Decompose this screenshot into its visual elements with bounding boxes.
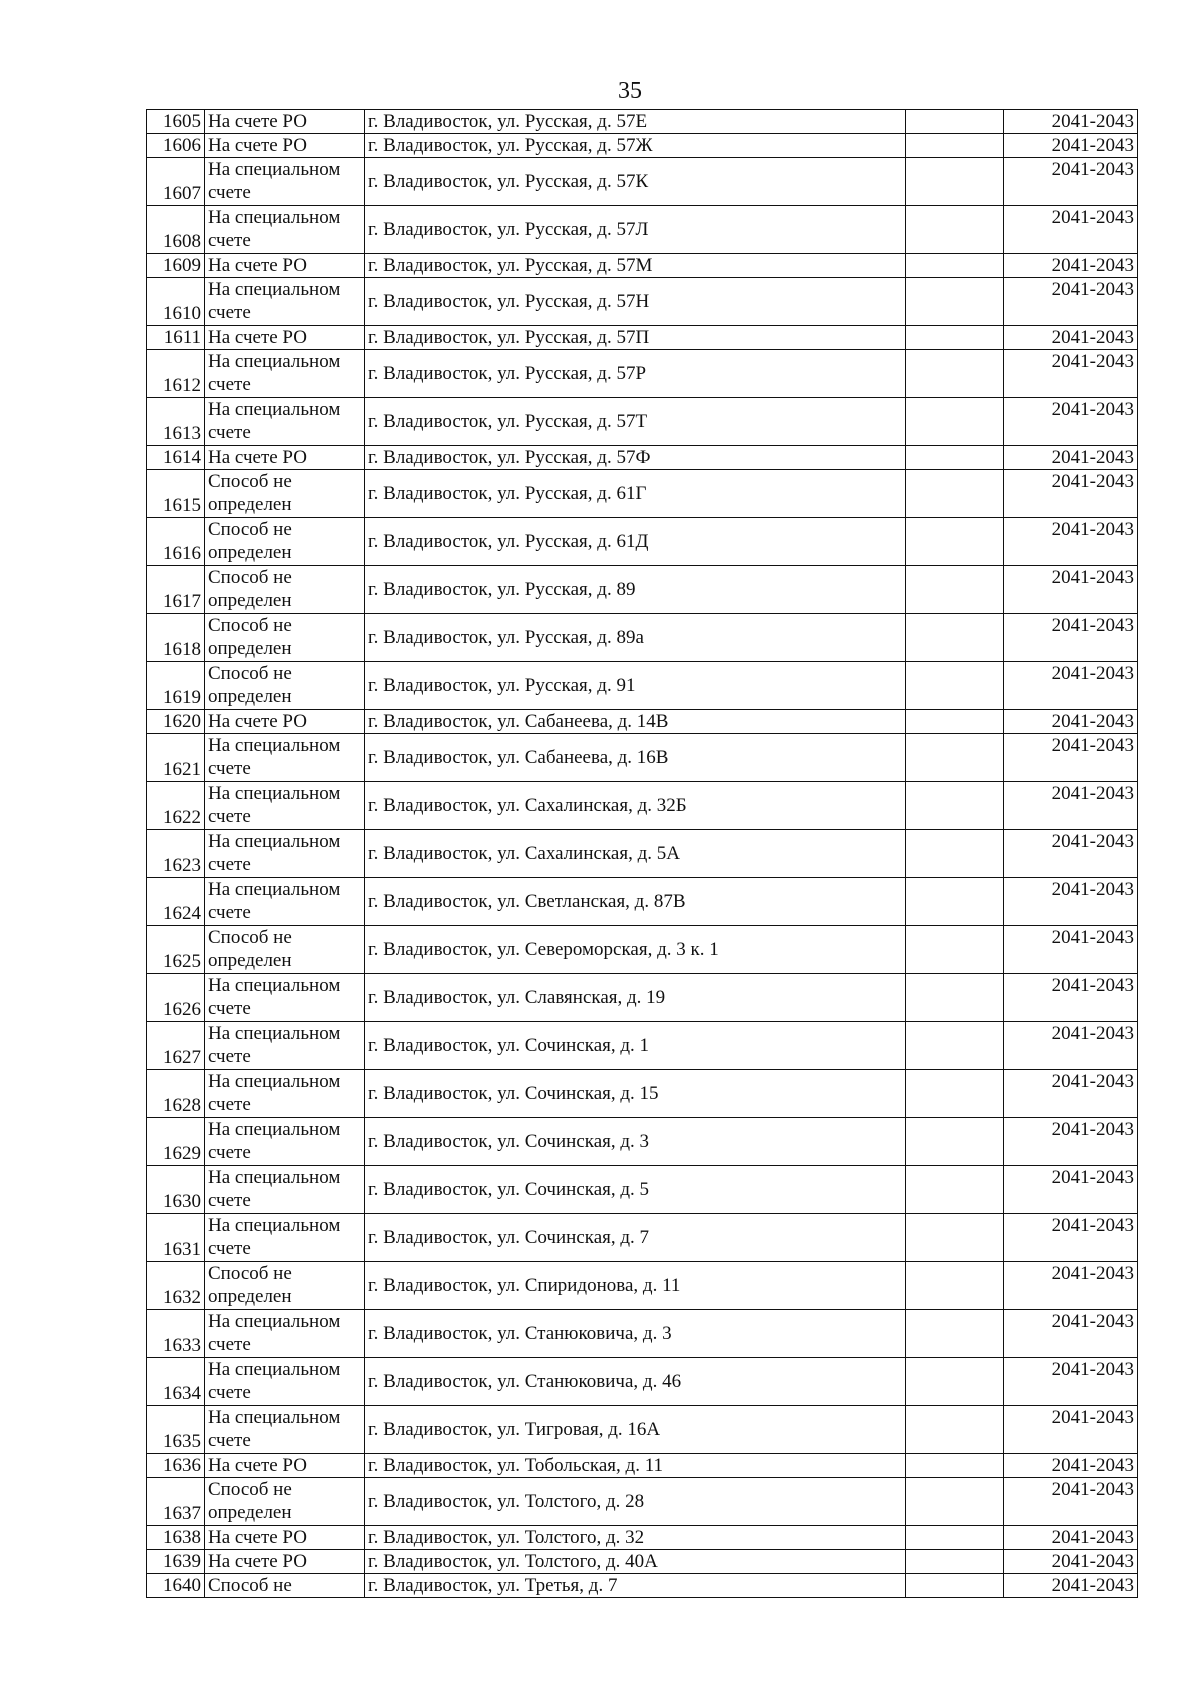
empty-cell [906,566,1004,614]
funding-method [205,1358,365,1406]
address: г. Владивосток, ул. Сочинская, д. 3 [365,1118,906,1166]
address: г. Владивосток, ул. Тигровая, д. 16А [365,1406,906,1454]
funding-method [205,1118,365,1166]
address: г. Владивосток, ул. Сабанеева, д. 14В [365,710,906,734]
repair-period: 2041-2043 [1004,734,1138,782]
row-number: 1639 [147,1550,205,1574]
table-row [147,1022,1138,1070]
repair-period: 2041-2043 [1004,830,1138,878]
empty-cell [906,1526,1004,1550]
row-number: 1621 [147,734,205,782]
funding-method-line: определен [208,494,292,515]
funding-method [205,1478,365,1526]
empty-cell [906,398,1004,446]
funding-method-line: На специальном [208,1119,341,1140]
repair-period: 2041-2043 [1004,1358,1138,1406]
row-number: 1631 [147,1214,205,1262]
funding-method-line: определен [208,1286,292,1307]
row-number: 1637 [147,1478,205,1526]
repair-period: 2041-2043 [1004,1070,1138,1118]
row-number: 1635 [147,1406,205,1454]
table-row [147,518,1138,566]
row-number: 1625 [147,926,205,974]
empty-cell [906,1214,1004,1262]
repair-period: 2041-2043 [1004,1022,1138,1070]
funding-method-line: определен [208,638,292,659]
repair-period: 2041-2043 [1004,1118,1138,1166]
funding-method-line: На счете РО [208,1551,307,1572]
funding-method-line: На специальном [208,1167,341,1188]
table-row [147,830,1138,878]
empty-cell [906,278,1004,326]
funding-method [205,1166,365,1214]
address: г. Владивосток, ул. Русская, д. 89а [365,614,906,662]
funding-method [205,1550,365,1574]
empty-cell [906,1550,1004,1574]
repair-period: 2041-2043 [1004,1214,1138,1262]
row-number: 1633 [147,1310,205,1358]
row-number: 1616 [147,518,205,566]
address: г. Владивосток, ул. Русская, д. 57Ж [365,134,906,158]
address: г. Владивосток, ул. Светланская, д. 87В [365,878,906,926]
empty-cell [906,326,1004,350]
row-number: 1636 [147,1454,205,1478]
empty-cell [906,1022,1004,1070]
address: г. Владивосток, ул. Русская, д. 61Г [365,470,906,518]
funding-method [205,974,365,1022]
table-row [147,1118,1138,1166]
funding-method [205,398,365,446]
empty-cell [906,782,1004,830]
repair-period: 2041-2043 [1004,518,1138,566]
funding-method-line: счете [208,230,251,251]
funding-method-line: Способ не [208,615,292,636]
table-row [147,1454,1138,1478]
address: г. Владивосток, ул. Спиридонова, д. 11 [365,1262,906,1310]
funding-method [205,446,365,470]
row-number: 1632 [147,1262,205,1310]
empty-cell [906,518,1004,566]
funding-method-line: счете [208,1334,251,1355]
address: г. Владивосток, ул. Сочинская, д. 5 [365,1166,906,1214]
table-row [147,1406,1138,1454]
funding-method [205,878,365,926]
row-number: 1628 [147,1070,205,1118]
repair-period: 2041-2043 [1004,158,1138,206]
table-row [147,1166,1138,1214]
row-number: 1626 [147,974,205,1022]
table-row [147,1358,1138,1406]
funding-method-line: На счете РО [208,255,307,276]
repair-period: 2041-2043 [1004,926,1138,974]
repair-period: 2041-2043 [1004,1574,1138,1598]
empty-cell [906,206,1004,254]
repair-period: 2041-2043 [1004,566,1138,614]
funding-method-line: счете [208,1046,251,1067]
row-number: 1623 [147,830,205,878]
funding-method-line: На специальном [208,159,341,180]
row-number: 1612 [147,350,205,398]
funding-method [205,1070,365,1118]
empty-cell [906,1406,1004,1454]
funding-method-line: Способ не [208,1575,292,1596]
address: г. Владивосток, ул. Сахалинская, д. 32Б [365,782,906,830]
funding-method [205,830,365,878]
row-number: 1609 [147,254,205,278]
table-row [147,1214,1138,1262]
address: г. Владивосток, ул. Русская, д. 57Ф [365,446,906,470]
address: г. Владивосток, ул. Русская, д. 57Р [365,350,906,398]
table-row [147,1550,1138,1574]
table-row [147,278,1138,326]
funding-method-line: счете [208,998,251,1019]
funding-method-line: определен [208,950,292,971]
row-number: 1619 [147,662,205,710]
funding-method-line: определен [208,590,292,611]
funding-method-line: На специальном [208,783,341,804]
empty-cell [906,830,1004,878]
table-row [147,782,1138,830]
funding-method-line: На специальном [208,735,341,756]
funding-method-line: На специальном [208,1215,341,1236]
row-number: 1629 [147,1118,205,1166]
row-number: 1615 [147,470,205,518]
address-registry-table [146,109,1138,1598]
funding-method [205,350,365,398]
repair-period: 2041-2043 [1004,1526,1138,1550]
row-number: 1638 [147,1526,205,1550]
row-number: 1614 [147,446,205,470]
address: г. Владивосток, ул. Североморская, д. 3 к. 1 [365,926,906,974]
address: г. Владивосток, ул. Толстого, д. 32 [365,1526,906,1550]
table-row [147,1574,1138,1598]
address: г. Владивосток, ул. Станюковича, д. 3 [365,1310,906,1358]
funding-method [205,1022,365,1070]
empty-cell [906,926,1004,974]
funding-method [205,254,365,278]
address: г. Владивосток, ул. Русская, д. 61Д [365,518,906,566]
funding-method-line: На счете РО [208,447,307,468]
funding-method [205,1406,365,1454]
empty-cell [906,974,1004,1022]
empty-cell [906,350,1004,398]
address: г. Владивосток, ул. Русская, д. 57Н [365,278,906,326]
empty-cell [906,470,1004,518]
funding-method-line: На счете РО [208,111,307,132]
empty-cell [906,158,1004,206]
empty-cell [906,614,1004,662]
funding-method [205,1574,365,1598]
empty-cell [906,254,1004,278]
empty-cell [906,662,1004,710]
funding-method-line: Способ не [208,567,292,588]
row-number: 1640 [147,1574,205,1598]
address: г. Владивосток, ул. Толстого, д. 40А [365,1550,906,1574]
address: г. Владивосток, ул. Станюковича, д. 46 [365,1358,906,1406]
repair-period: 2041-2043 [1004,974,1138,1022]
table-row [147,326,1138,350]
registry-body [147,110,1138,1598]
table-row [147,974,1138,1022]
funding-method [205,734,365,782]
table-row [147,662,1138,710]
empty-cell [906,1454,1004,1478]
repair-period: 2041-2043 [1004,1550,1138,1574]
funding-method [205,1262,365,1310]
repair-period: 2041-2043 [1004,782,1138,830]
table-row [147,446,1138,470]
funding-method-line: счете [208,1094,251,1115]
funding-method-line: счете [208,1238,251,1259]
address: г. Владивосток, ул. Русская, д. 57Т [365,398,906,446]
funding-method-line: Способ не [208,927,292,948]
funding-method-line: На счете РО [208,135,307,156]
row-number: 1611 [147,326,205,350]
funding-method-line: счете [208,1190,251,1211]
funding-method [205,206,365,254]
address: г. Владивосток, ул. Сахалинская, д. 5А [365,830,906,878]
address: г. Владивосток, ул. Русская, д. 91 [365,662,906,710]
table-row [147,350,1138,398]
funding-method-line: определен [208,542,292,563]
funding-method [205,1310,365,1358]
row-number: 1606 [147,134,205,158]
table-row [147,566,1138,614]
row-number: 1627 [147,1022,205,1070]
funding-method [205,1454,365,1478]
funding-method-line: Способ не [208,519,292,540]
repair-period: 2041-2043 [1004,326,1138,350]
table-row [147,470,1138,518]
funding-method-line: счете [208,902,251,923]
table-row [147,1478,1138,1526]
row-number: 1624 [147,878,205,926]
funding-method [205,278,365,326]
repair-period: 2041-2043 [1004,254,1138,278]
funding-method [205,782,365,830]
funding-method-line: определен [208,686,292,707]
funding-method-line: На специальном [208,207,341,228]
address: г. Владивосток, ул. Сочинская, д. 7 [365,1214,906,1262]
repair-period: 2041-2043 [1004,398,1138,446]
funding-method [205,470,365,518]
funding-method [205,710,365,734]
funding-method-line: Способ не [208,1479,292,1500]
empty-cell [906,446,1004,470]
funding-method [205,158,365,206]
address: г. Владивосток, ул. Русская, д. 57М [365,254,906,278]
funding-method-line: На счете РО [208,1527,307,1548]
funding-method-line: счете [208,1142,251,1163]
table-row [147,878,1138,926]
funding-method-line: счете [208,302,251,323]
funding-method [205,518,365,566]
address: г. Владивосток, ул. Сабанеева, д. 16В [365,734,906,782]
address: г. Владивосток, ул. Русская, д. 89 [365,566,906,614]
funding-method [205,110,365,134]
funding-method-line: Способ не [208,663,292,684]
funding-method-line: Способ не [208,471,292,492]
row-number: 1618 [147,614,205,662]
table-row [147,134,1138,158]
funding-method [205,1214,365,1262]
table-row [147,926,1138,974]
funding-method-line: На специальном [208,975,341,996]
repair-period: 2041-2043 [1004,662,1138,710]
funding-method-line: счете [208,422,251,443]
funding-method-line: На специальном [208,351,341,372]
repair-period: 2041-2043 [1004,278,1138,326]
repair-period: 2041-2043 [1004,110,1138,134]
page-number: 35 [618,78,642,104]
funding-method-line: счете [208,182,251,203]
table-row [147,110,1138,134]
table-row [147,1070,1138,1118]
funding-method-line: На счете РО [208,1455,307,1476]
repair-period: 2041-2043 [1004,878,1138,926]
repair-period: 2041-2043 [1004,1406,1138,1454]
repair-period: 2041-2043 [1004,614,1138,662]
funding-method-line: На специальном [208,879,341,900]
funding-method-line: счете [208,758,251,779]
funding-method [205,926,365,974]
empty-cell [906,1166,1004,1214]
empty-cell [906,1118,1004,1166]
funding-method-line: счете [208,806,251,827]
empty-cell [906,1478,1004,1526]
funding-method-line: На специальном [208,399,341,420]
empty-cell [906,110,1004,134]
table-row [147,1526,1138,1550]
address: г. Владивосток, ул. Сочинская, д. 15 [365,1070,906,1118]
table-row [147,1262,1138,1310]
table-row [147,1310,1138,1358]
row-number: 1617 [147,566,205,614]
row-number: 1605 [147,110,205,134]
table-row [147,254,1138,278]
row-number: 1634 [147,1358,205,1406]
table-row [147,398,1138,446]
funding-method [205,566,365,614]
funding-method-line: счете [208,374,251,395]
funding-method [205,326,365,350]
funding-method-line: На специальном [208,1407,341,1428]
address: г. Владивосток, ул. Сочинская, д. 1 [365,1022,906,1070]
row-number: 1630 [147,1166,205,1214]
repair-period: 2041-2043 [1004,134,1138,158]
empty-cell [906,878,1004,926]
funding-method [205,662,365,710]
repair-period: 2041-2043 [1004,1310,1138,1358]
address: г. Владивосток, ул. Тобольская, д. 11 [365,1454,906,1478]
funding-method-line: На специальном [208,831,341,852]
repair-period: 2041-2043 [1004,470,1138,518]
empty-cell [906,1070,1004,1118]
funding-method-line: Способ не [208,1263,292,1284]
table-row [147,710,1138,734]
address: г. Владивосток, ул. Толстого, д. 28 [365,1478,906,1526]
empty-cell [906,734,1004,782]
address: г. Владивосток, ул. Славянская, д. 19 [365,974,906,1022]
table-row [147,206,1138,254]
empty-cell [906,1262,1004,1310]
table-row [147,158,1138,206]
row-number: 1608 [147,206,205,254]
funding-method-line: На специальном [208,1023,341,1044]
repair-period: 2041-2043 [1004,710,1138,734]
empty-cell [906,1358,1004,1406]
address: г. Владивосток, ул. Русская, д. 57Е [365,110,906,134]
repair-period: 2041-2043 [1004,1166,1138,1214]
address: г. Владивосток, ул. Русская, д. 57Л [365,206,906,254]
funding-method-line: На счете РО [208,327,307,348]
address: г. Владивосток, ул. Русская, д. 57П [365,326,906,350]
empty-cell [906,1574,1004,1598]
address: г. Владивосток, ул. Третья, д. 7 [365,1574,906,1598]
repair-period: 2041-2043 [1004,206,1138,254]
row-number: 1613 [147,398,205,446]
funding-method-line: На специальном [208,1359,341,1380]
funding-method [205,1526,365,1550]
funding-method-line: На специальном [208,1311,341,1332]
funding-method-line: счете [208,1430,251,1451]
repair-period: 2041-2043 [1004,350,1138,398]
row-number: 1610 [147,278,205,326]
repair-period: 2041-2043 [1004,1454,1138,1478]
empty-cell [906,710,1004,734]
funding-method [205,134,365,158]
funding-method [205,614,365,662]
address: г. Владивосток, ул. Русская, д. 57К [365,158,906,206]
repair-period: 2041-2043 [1004,1262,1138,1310]
row-number: 1620 [147,710,205,734]
funding-method-line: счете [208,1382,251,1403]
funding-method-line: На специальном [208,279,341,300]
funding-method-line: На счете РО [208,711,307,732]
repair-period: 2041-2043 [1004,446,1138,470]
funding-method-line: определен [208,1502,292,1523]
empty-cell [906,134,1004,158]
row-number: 1607 [147,158,205,206]
funding-method-line: На специальном [208,1071,341,1092]
funding-method-line: счете [208,854,251,875]
row-number: 1622 [147,782,205,830]
empty-cell [906,1310,1004,1358]
table-row [147,734,1138,782]
repair-period: 2041-2043 [1004,1478,1138,1526]
table-row [147,614,1138,662]
